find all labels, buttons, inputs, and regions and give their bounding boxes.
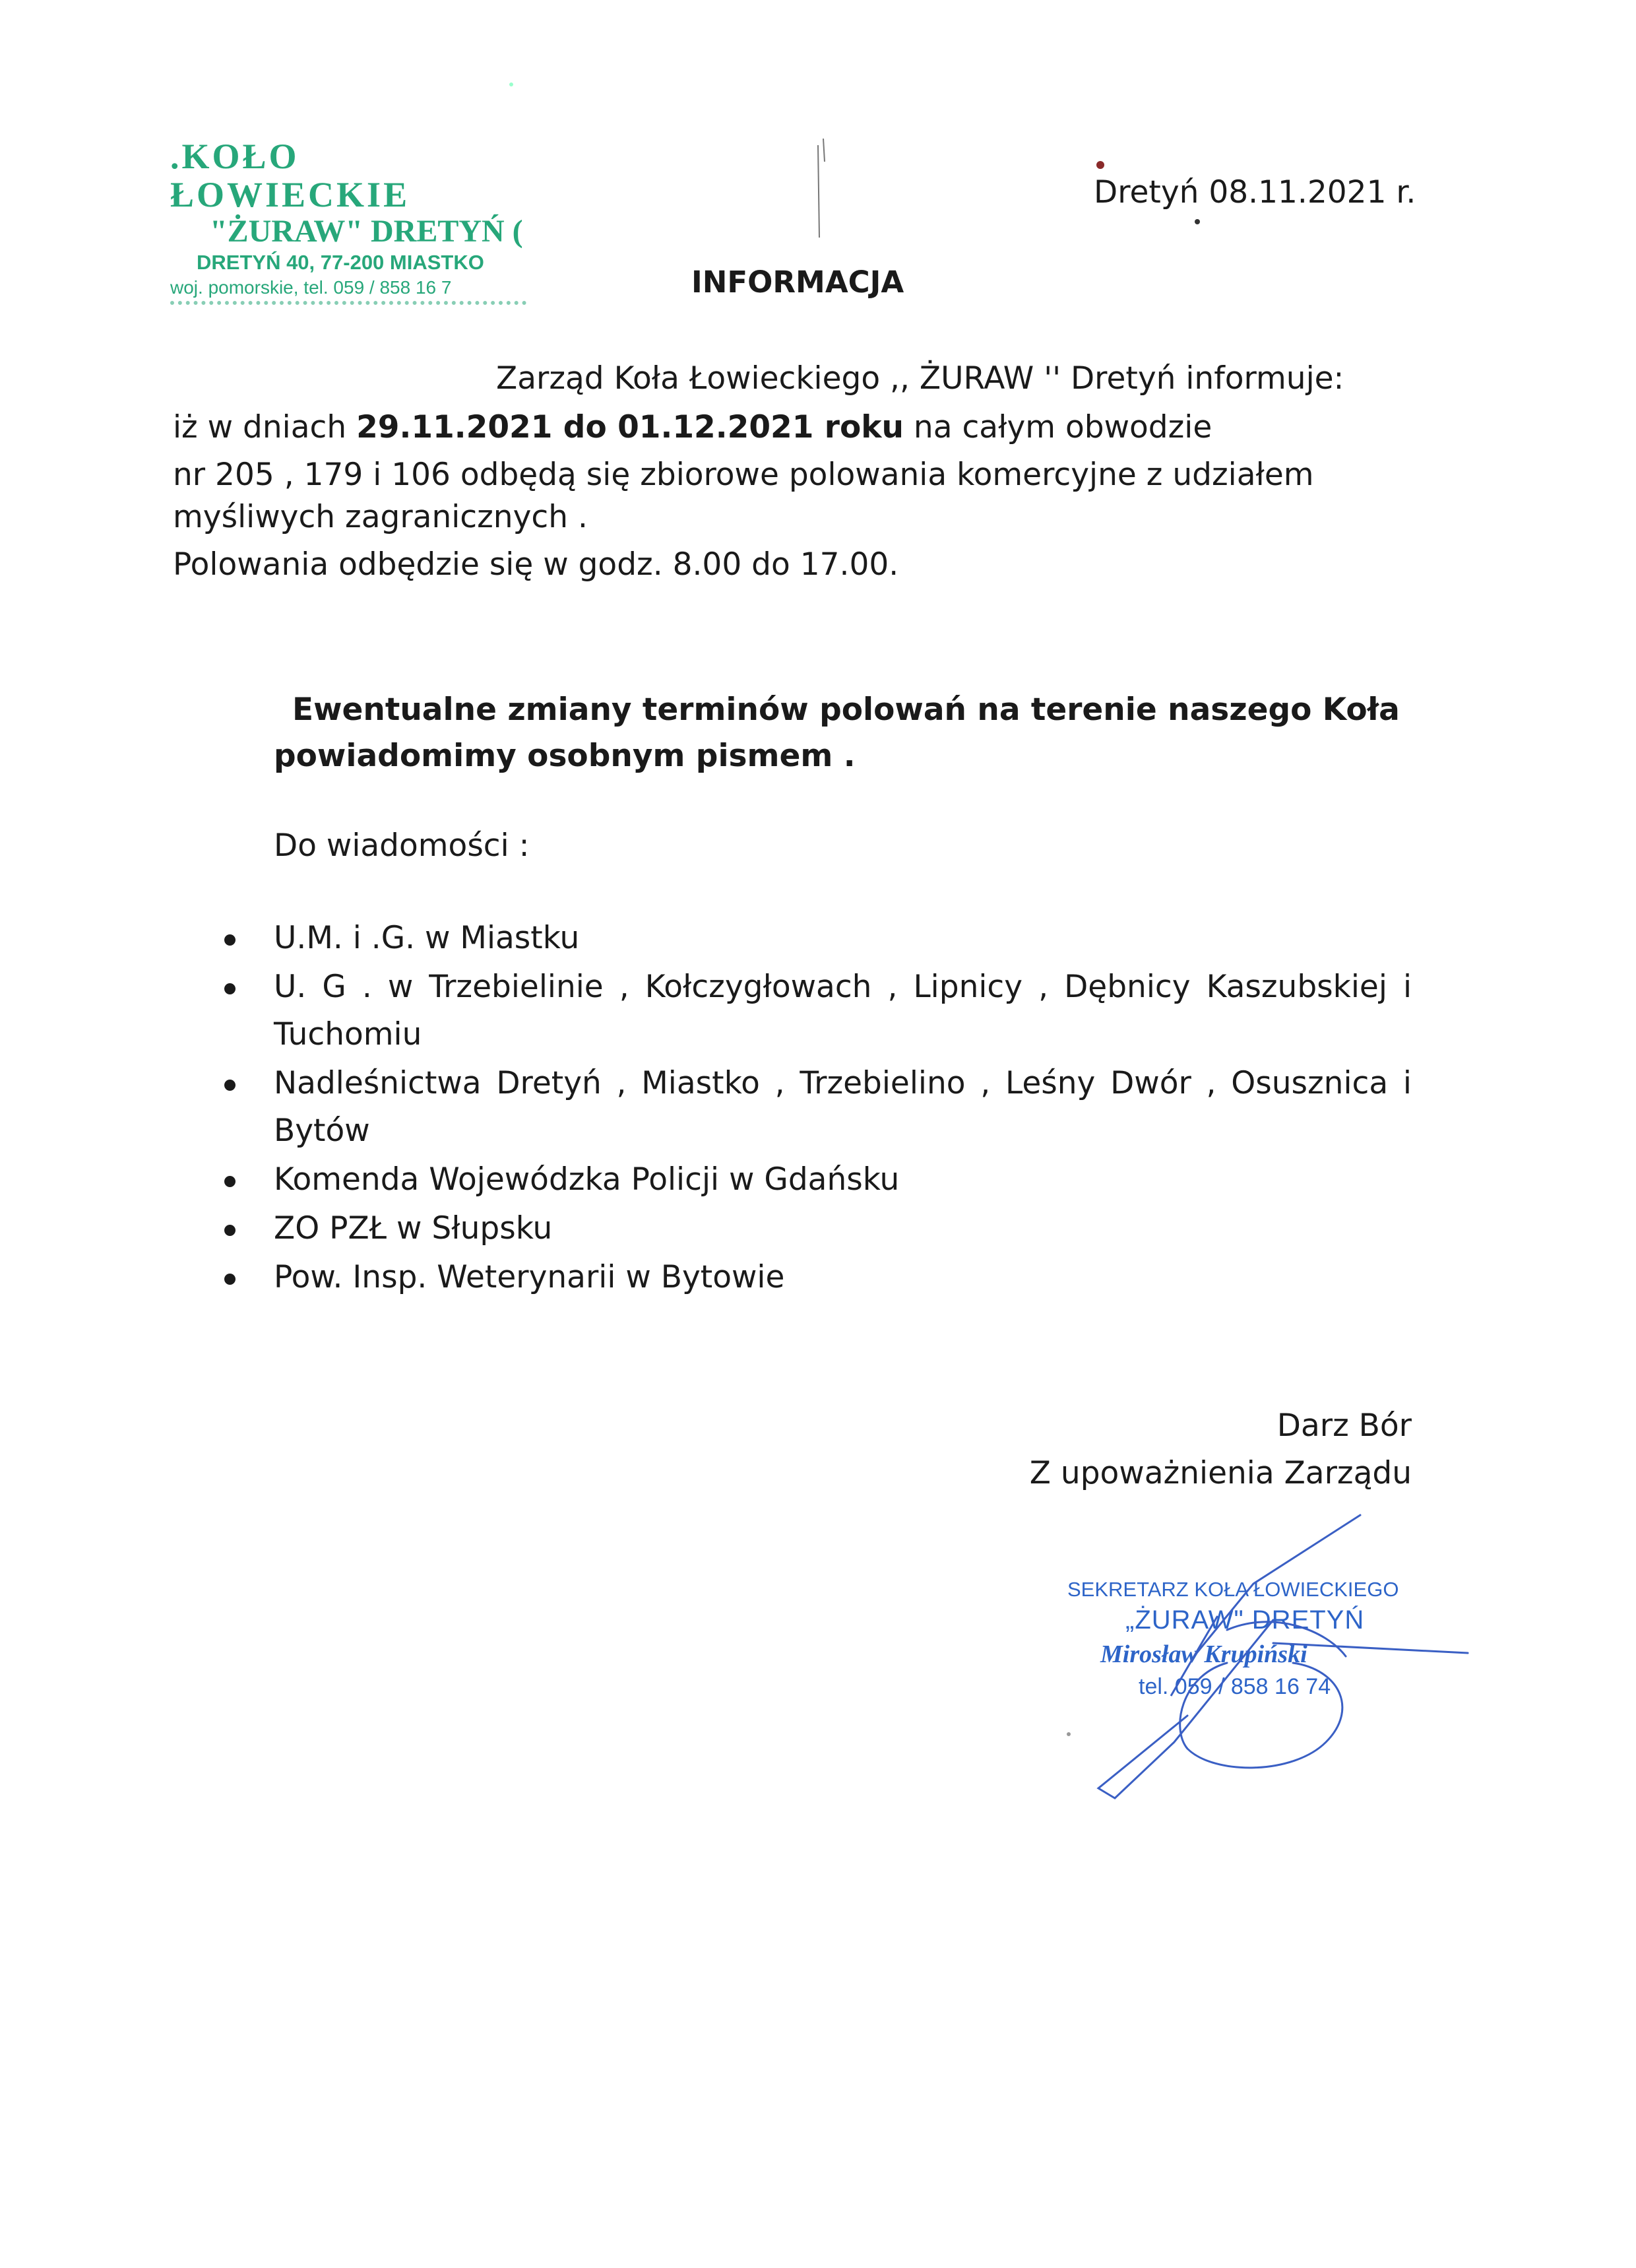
body-dates-suffix: na całym obwodzie (903, 409, 1212, 445)
closing-authorization: Z upoważnienia Zarządu (1029, 1455, 1412, 1491)
signature-stamp-club: „ŻURAW" DRETYŃ (1125, 1605, 1365, 1635)
bullet-icon (224, 934, 236, 946)
bullet-icon (224, 1225, 236, 1236)
recipient-text: U. G . w Trzebielinie , Kołczygłowach , Lipnicy , Dębnicy Kaszubskiej i Tuchomiu (274, 969, 1412, 1053)
note-line-2: powiadomimy osobnym pismem . (274, 738, 856, 774)
list-item (224, 1060, 1412, 1155)
scan-speck-icon (1195, 219, 1200, 224)
recipient-text: Nadleśnictwa Dretyń , Miastko , Trzebielino , Leśny Dwór , Osusznica i Bytów (274, 1065, 1412, 1149)
body-dates-prefix: iż w dniach (173, 409, 357, 445)
body-intro: Zarząd Koła Łowieckiego ,, ŻURAW '' Dretyń informuje: (496, 360, 1344, 397)
list-item (224, 1156, 1412, 1204)
closing-greeting: Darz Bór (1276, 1408, 1412, 1444)
recipients-list (224, 915, 1412, 1303)
bullet-icon (224, 1080, 236, 1091)
signature-stamp-name: Mirosław Krupiński (1100, 1640, 1307, 1668)
bullet-icon (224, 1274, 236, 1285)
body-districts-line: nr 205 , 179 i 106 odbędą się zbiorowe polowania komercyjne z udziałem (173, 457, 1314, 493)
recipient-text: ZO PZŁ w Słupsku (274, 1210, 553, 1247)
list-item (224, 963, 1412, 1058)
recipient-text: Pow. Insp. Weterynarii w Bytowie (274, 1259, 785, 1295)
stamp-contact: woj. pomorskie, tel. 059 / 858 16 7 (170, 277, 452, 298)
bullet-icon (224, 983, 236, 994)
bullet-icon (224, 1176, 236, 1187)
list-item (224, 1205, 1412, 1252)
signature-stamp (1067, 1576, 1399, 1701)
scan-speck-icon (1067, 1732, 1071, 1736)
stamp-address: DRETYŃ 40, 77-200 MIASTKO (197, 251, 484, 274)
list-item (224, 915, 1412, 962)
signature-stamp-phone: tel. 059 / 858 16 74 (1139, 1674, 1331, 1699)
recipient-text: U.M. i .G. w Miastku (274, 920, 580, 956)
body-dates-line (173, 404, 1212, 451)
document-title: INFORMACJA (691, 265, 904, 300)
scan-speck-icon (1096, 161, 1104, 169)
body-dates-range: 29.11.2021 do 01.12.2021 roku (356, 409, 904, 445)
recipient-text: Komenda Wojewódzka Policji w Gdańsku (274, 1161, 900, 1198)
body-participants-line: myśliwych zagranicznych . (173, 499, 588, 535)
stamp-org-name: .KOŁO ŁOWIECKIE (170, 137, 410, 214)
scan-speck-icon (509, 82, 513, 86)
organization-stamp (170, 137, 540, 315)
document-date: Dretyń 08.11.2021 r. (1094, 174, 1416, 211)
note-line-1: Ewentualne zmiany terminów polowań na terenie naszego Koła (292, 692, 1400, 728)
recipients-label: Do wiadomości : (274, 827, 530, 864)
body-hours-line: Polowania odbędzie się w godz. 8.00 do 17.00. (173, 546, 899, 583)
stamp-club-name: "ŻURAW" DRETYŃ ( (210, 214, 523, 249)
list-item (224, 1254, 1412, 1301)
signature-stamp-role: SEKRETARZ KOŁA ŁOWIECKIEGO (1067, 1578, 1399, 1601)
stamp-faded-line (170, 301, 526, 315)
